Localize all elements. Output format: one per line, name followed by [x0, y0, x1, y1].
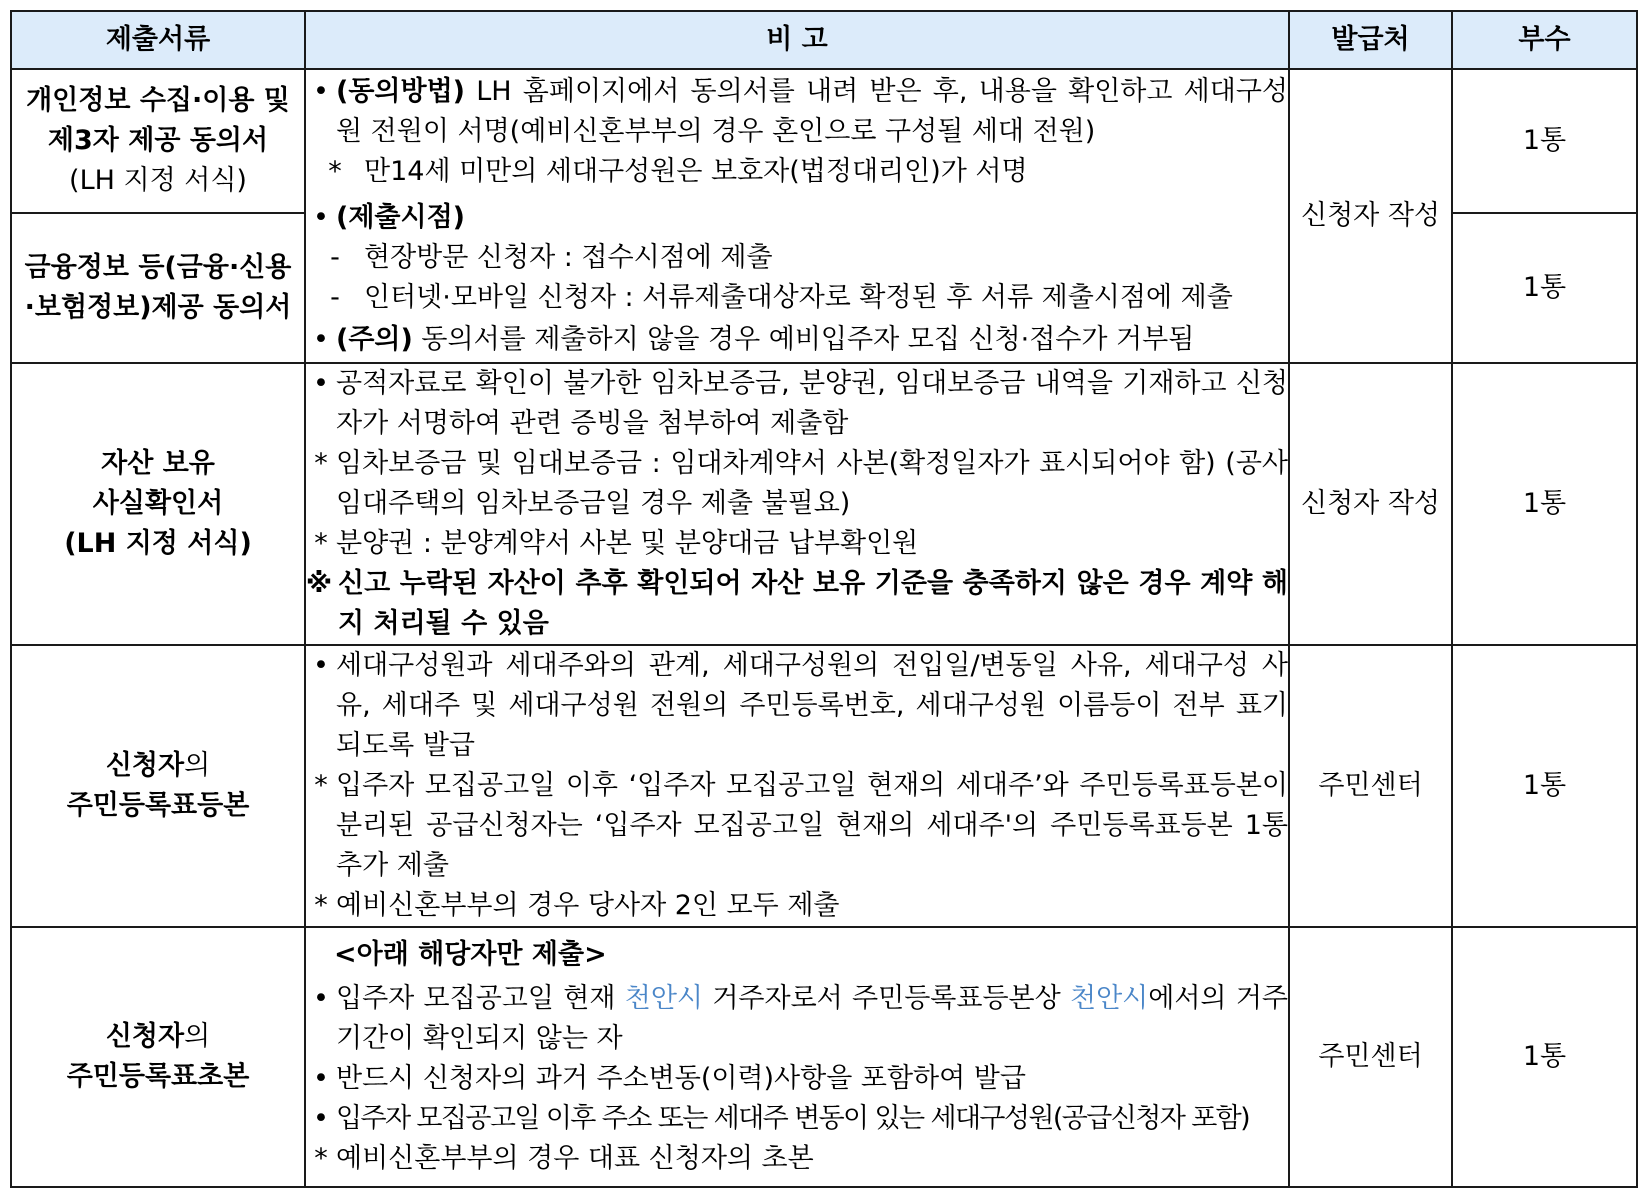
- list-item: [306, 320, 1288, 360]
- register-separated-note: 입주자 모집공고일 이후 ‘입주자 모집공고일 현재의 세대주’와 주민등록표등본이 분리된 공급신청자는 ‘입주자 모집공고일 현재의 세대주'의 주민등록표등본 1통 추가 제출: [336, 770, 1288, 881]
- table-row: [11, 927, 1637, 1187]
- asterisk-marker: *: [314, 448, 328, 479]
- asterisk-marker: *: [328, 156, 342, 187]
- doc-name-line: 금융정보 등(금융·신용: [24, 252, 292, 283]
- doc-name-asset-confirmation: [11, 363, 305, 645]
- copies-cell: 1통: [1452, 213, 1637, 363]
- doc-name-suffix: 의: [184, 750, 211, 781]
- doc-name-line: 사실확인서: [92, 488, 224, 519]
- doc-name-bold: 신청자: [105, 1021, 185, 1052]
- bullet-marker: •: [313, 76, 329, 107]
- doc-name-resident-register-copy: [11, 645, 305, 927]
- caution-text: 동의서를 제출하지 않을 경우 예비입주자 모집 신청·접수가 거부됨: [412, 324, 1195, 355]
- city-highlight: 천안시: [624, 983, 704, 1014]
- list-item: [306, 646, 1288, 766]
- list-item: [306, 364, 1288, 444]
- doc-name-line: [12, 746, 304, 786]
- bullet-marker: •: [313, 202, 329, 233]
- copies-cell: 1통: [1452, 927, 1637, 1187]
- issuer-cell: 주민센터: [1289, 927, 1452, 1187]
- table-row: [11, 645, 1637, 927]
- doc-name-bold: 신청자: [105, 750, 185, 781]
- list-item: [306, 152, 1288, 192]
- header-issuer: 발급처: [1289, 11, 1452, 69]
- remarks-register-copy: [305, 645, 1289, 927]
- list-item: [306, 198, 1288, 238]
- abstract-newlywed-note: 예비신혼부부의 경우 대표 신청자의 초본: [336, 1143, 814, 1174]
- doc-name-financial-consent: [11, 213, 305, 363]
- list-item: [306, 444, 1288, 524]
- table-header-row: [11, 11, 1637, 69]
- abstract-text: 입주자 모집공고일 현재: [336, 983, 625, 1014]
- asset-note: 공적자료로 확인이 불가한 임차보증금, 분양권, 임대보증금 내역을 기재하고 신청자가 서명하여 관련 증빙을 첨부하여 제출함: [336, 368, 1288, 439]
- register-note: 세대구성원과 세대주와의 관계, 세대구성원의 전입일/변동일 사유, 세대구성 사유, 세대주 및 세대구성원 전원의 주민등록번호, 세대구성원 이름등이 전부 표기되도록 발급: [336, 650, 1288, 761]
- reference-marker: ※: [305, 568, 333, 599]
- remarks-asset: [305, 363, 1289, 645]
- asset-warning: [300, 564, 1288, 644]
- list-item: [306, 278, 1288, 318]
- doc-name-line: (LH 지정 서식): [69, 165, 247, 196]
- doc-name-line: 제3자 제공 동의서: [47, 125, 269, 156]
- list-item: [306, 1099, 1288, 1139]
- doc-name-line: 주민등록표등본: [66, 790, 250, 821]
- list-item: [306, 238, 1288, 278]
- abstract-history-note: 반드시 신청자의 과거 주소변동(이력)사항을 포함하여 발급: [336, 1063, 1026, 1094]
- list-item: [306, 1059, 1288, 1099]
- method-text: LH 홈페이지에서 동의서를 내려 받은 후, 내용을 확인하고 세대구성원 전원이 서명(예비신혼부부의 경우 혼인으로 구성될 세대 전원): [336, 76, 1288, 147]
- doc-name-privacy-consent: [11, 69, 305, 213]
- doc-name-line: 개인정보 수집·이용 및: [26, 85, 290, 116]
- list-item: [306, 766, 1288, 886]
- doc-name-resident-register-abstract: [11, 927, 305, 1187]
- doc-name-suffix: 의: [184, 1021, 211, 1052]
- method-label: (동의방법): [336, 76, 466, 107]
- abstract-change-note: 입주자 모집공고일 이후 주소 또는 세대주 변동이 있는 세대구성원(공급신청자 포함): [336, 1103, 1250, 1134]
- asterisk-marker: *: [314, 1143, 328, 1174]
- asset-warning-text: 신고 누락된 자산이 추후 확인되어 자산 보유 기준을 충족하지 않은 경우 계약 해지 처리될 수 있음: [338, 568, 1288, 639]
- header-documents: 제출서류: [11, 11, 305, 69]
- required-documents-table: [10, 10, 1638, 1188]
- bullet-marker: •: [313, 983, 329, 1014]
- register-newlywed-note: 예비신혼부부의 경우 당사자 2인 모두 제출: [336, 890, 840, 921]
- bullet-marker: •: [313, 650, 329, 681]
- asterisk-marker: *: [314, 528, 328, 559]
- remarks-consent: [305, 69, 1289, 363]
- asset-deposit-note: 임차보증금 및 임대보증금 : 임대차계약서 사본(확정일자가 표시되어야 함) (공사임대주택의 임차보증금일 경우 제출 불필요): [336, 448, 1288, 519]
- list-item: [306, 1139, 1288, 1179]
- copies-cell: 1통: [1452, 69, 1637, 213]
- list-item: [306, 979, 1288, 1059]
- abstract-text: 에서의 거주기간이 확인되지 않는 자: [336, 983, 1288, 1054]
- doc-name-line: 주민등록표초본: [66, 1061, 250, 1092]
- abstract-text: 거주자로서 주민등록표등본상: [703, 983, 1071, 1014]
- table-row: [11, 363, 1637, 645]
- asterisk-marker: *: [314, 770, 328, 801]
- doc-name-line: [12, 1017, 304, 1057]
- bullet-marker: •: [313, 1103, 329, 1134]
- city-highlight: 천안시: [1070, 983, 1149, 1014]
- timing-visit: 현장방문 신청자 : 접수시점에 제출: [364, 242, 773, 273]
- copies-cell: 1통: [1452, 363, 1637, 645]
- bullet-marker: •: [313, 324, 329, 355]
- table-row: [11, 69, 1637, 213]
- issuer-cell: 신청자 작성: [1289, 363, 1452, 645]
- dash-marker: -: [330, 242, 340, 273]
- dash-marker: -: [330, 282, 340, 313]
- timing-label: (제출시점): [336, 202, 466, 233]
- remarks-register-abstract: [305, 927, 1289, 1187]
- issuer-cell: 신청자 작성: [1289, 69, 1452, 363]
- doc-name-line: (LH 지정 서식): [64, 528, 252, 559]
- asterisk-marker: *: [314, 890, 328, 921]
- abstract-heading: <아래 해당자만 제출>: [334, 939, 607, 970]
- copies-cell: 1통: [1452, 645, 1637, 927]
- list-item: [306, 524, 1288, 564]
- issuer-cell: 주민센터: [1289, 645, 1452, 927]
- doc-name-line: ·보험정보)제공 동의서: [24, 292, 292, 323]
- caution-label: (주의): [336, 324, 413, 355]
- bullet-marker: •: [313, 1063, 329, 1094]
- header-remarks: 비 고: [305, 11, 1289, 69]
- bullet-marker: •: [313, 368, 329, 399]
- asset-presale-note: 분양권 : 분양계약서 사본 및 분양대금 납부확인원: [336, 528, 919, 559]
- doc-name-line: 자산 보유: [101, 448, 215, 479]
- method-subnote: 만14세 미만의 세대구성원은 보호자(법정대리인)가 서명: [364, 156, 1028, 187]
- list-item: [306, 72, 1288, 152]
- timing-online: 인터넷·모바일 신청자 : 서류제출대상자로 확정된 후 서류 제출시점에 제출: [364, 282, 1233, 313]
- list-item: [306, 886, 1288, 926]
- header-copies: 부수: [1452, 11, 1637, 69]
